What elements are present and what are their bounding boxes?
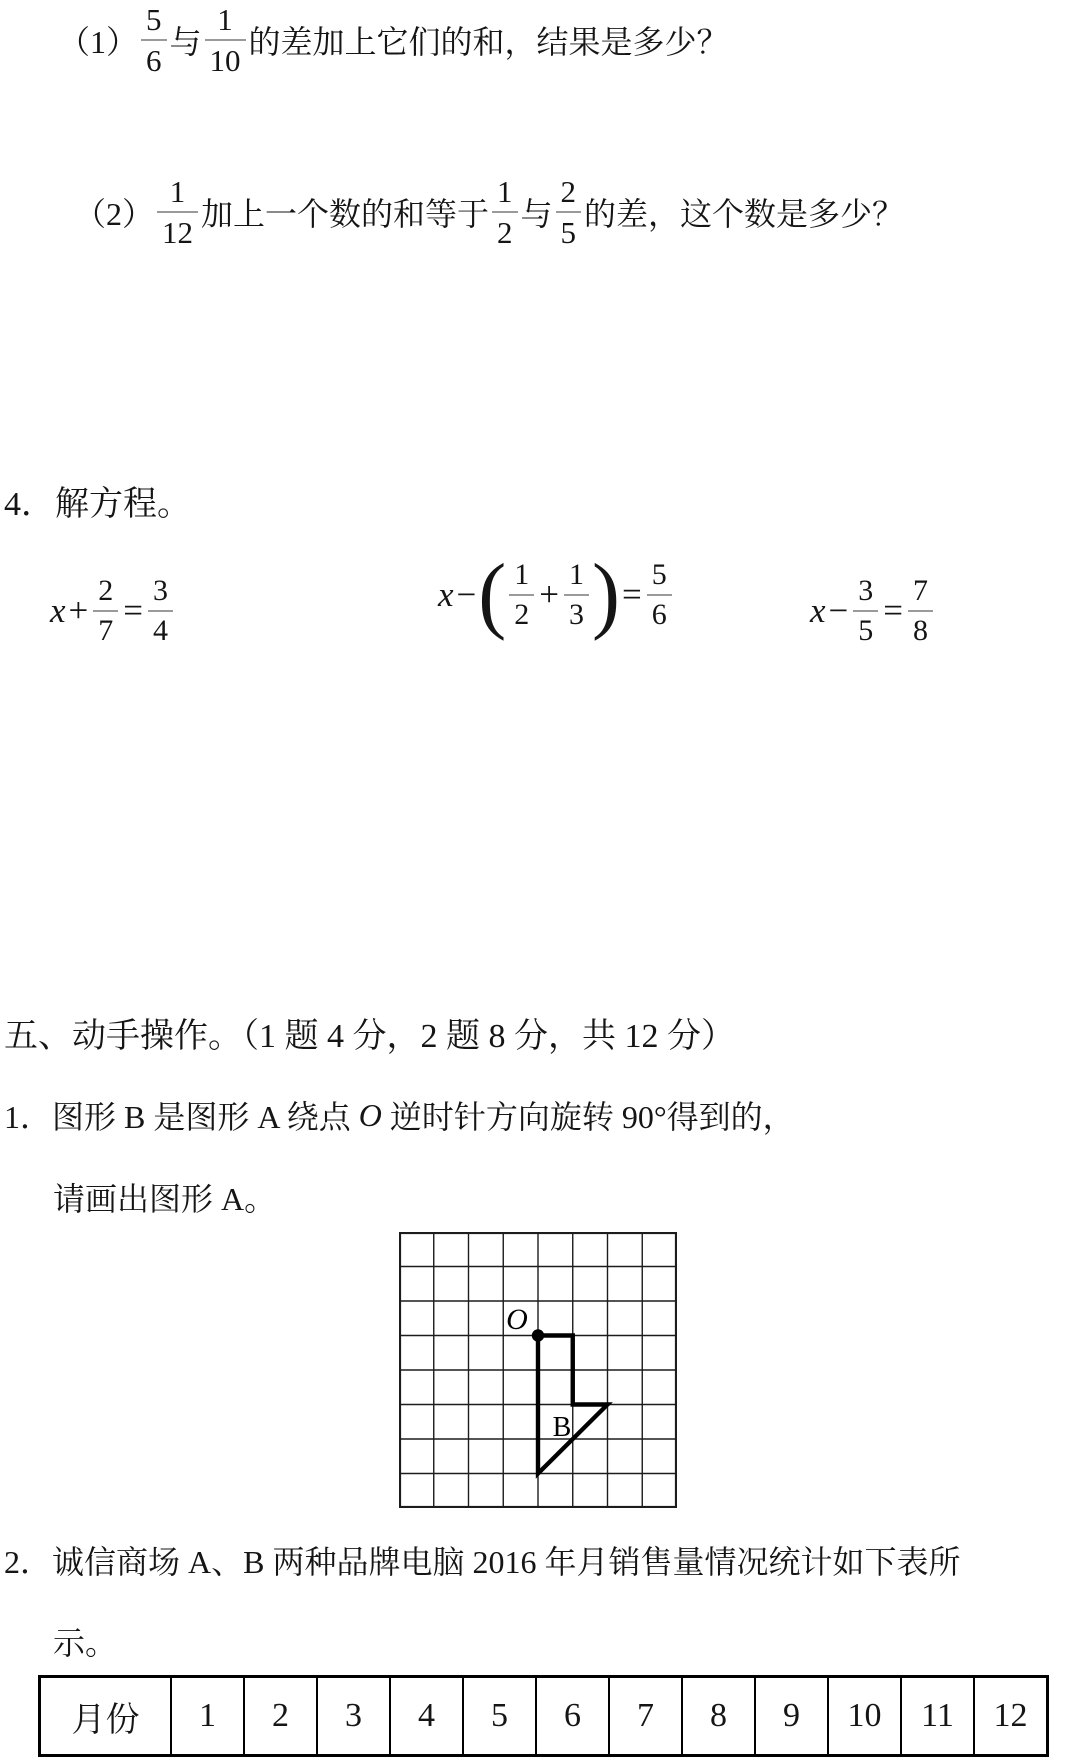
fraction-3-5 bbox=[853, 576, 878, 646]
fraction-numerator: 5 bbox=[146, 2, 162, 37]
fraction-denominator: 2 bbox=[492, 211, 518, 248]
equation-1 bbox=[50, 576, 176, 646]
fraction-denominator: 3 bbox=[564, 594, 589, 630]
fraction-numerator: 2 bbox=[560, 174, 577, 209]
fraction-5-6 bbox=[647, 560, 672, 630]
section-5-title: 五、动手操作。（1 题 4 分，2 题 8 分，共 12 分） bbox=[4, 1018, 735, 1055]
fraction-2-7 bbox=[93, 576, 118, 646]
word-problem-1 bbox=[58, 4, 729, 76]
fraction-1-10 bbox=[205, 4, 246, 76]
fraction-denominator: 2 bbox=[509, 594, 534, 630]
table-cell-month-5: 5 bbox=[463, 1677, 536, 1756]
monthly-sales-table bbox=[38, 1675, 1049, 1757]
point-o-reference: O bbox=[358, 1096, 382, 1133]
table-cell-month-10: 10 bbox=[828, 1677, 901, 1756]
table-cell-month-8: 8 bbox=[682, 1677, 755, 1756]
fraction-numerator: 5 bbox=[651, 558, 667, 591]
fraction-1-12 bbox=[157, 176, 198, 248]
table-cell-month-11: 11 bbox=[901, 1677, 974, 1756]
equals-sign: = bbox=[123, 591, 144, 630]
equation-variable: x bbox=[438, 575, 454, 614]
fraction-denominator: 10 bbox=[205, 39, 246, 76]
fraction-denominator: 8 bbox=[908, 610, 933, 646]
fraction-numerator: 1 bbox=[169, 174, 186, 209]
equals-sign: = bbox=[622, 575, 642, 614]
fraction-7-8 bbox=[908, 576, 933, 646]
table-row-months bbox=[40, 1677, 1048, 1756]
fraction-denominator: 7 bbox=[93, 610, 118, 646]
operation-item-1-line-1 bbox=[4, 1092, 795, 1138]
table-cell-month-2: 2 bbox=[244, 1677, 317, 1756]
problem-2-text-mid: 加上一个数的和等于 bbox=[201, 196, 490, 232]
plus-operator: + bbox=[68, 591, 89, 630]
fraction-numerator: 7 bbox=[913, 574, 929, 607]
fraction-1-2 bbox=[509, 560, 534, 630]
fraction-denominator: 6 bbox=[141, 39, 167, 76]
fraction-numerator: 1 bbox=[217, 2, 233, 37]
plus-operator: + bbox=[539, 575, 560, 614]
operation-item-1-line-2: 请画出图形 A。 bbox=[53, 1181, 277, 1217]
table-cell-month-label: 月份 bbox=[40, 1677, 172, 1756]
fraction-numerator: 1 bbox=[514, 558, 530, 591]
fraction-1-2 bbox=[492, 176, 518, 248]
fraction-3-4 bbox=[148, 576, 173, 646]
table-cell-month-3: 3 bbox=[317, 1677, 390, 1756]
table-cell-month-1: 1 bbox=[171, 1677, 244, 1756]
table-cell-month-7: 7 bbox=[609, 1677, 682, 1756]
fraction-2-5 bbox=[556, 176, 582, 248]
fraction-numerator: 1 bbox=[497, 174, 513, 209]
fraction-denominator: 5 bbox=[853, 610, 878, 646]
equation-3 bbox=[810, 576, 936, 646]
fraction-denominator: 4 bbox=[148, 610, 173, 646]
table-cell-month-12: 12 bbox=[974, 1677, 1048, 1756]
problem-2-text: 的差，这个数是多少？ bbox=[584, 196, 905, 232]
problem-2-label: （2） bbox=[74, 196, 155, 232]
equation-variable: x bbox=[810, 591, 826, 630]
point-o-label: O bbox=[506, 1303, 528, 1336]
fraction-numerator: 3 bbox=[153, 574, 169, 607]
problem-2-conjunction: 与 bbox=[520, 196, 553, 232]
fraction-numerator: 2 bbox=[98, 574, 114, 607]
operation-item-2-line-2: 示。 bbox=[53, 1625, 118, 1661]
equation-2: x − ( $\frac{1}{2}$ + $\frac{1}{3}$ ) = $\frac{5}{6}$ bbox=[438, 560, 675, 630]
fraction-5-6 bbox=[141, 4, 167, 76]
fraction-denominator: 12 bbox=[157, 211, 198, 248]
rotation-point-o bbox=[532, 1329, 544, 1341]
problem-1-text: 的差加上它们的和，结果是多少？ bbox=[248, 24, 729, 60]
table-cell-month-4: 4 bbox=[390, 1677, 463, 1756]
fraction-denominator: 6 bbox=[647, 594, 672, 630]
equals-sign: = bbox=[883, 591, 904, 630]
solve-equations-title: 4．解方程。 bbox=[4, 486, 191, 523]
operation-item-2-line-1: 2．诚信商场 A、B 两种品牌电脑 2016 年月销售量情况统计如下表所 bbox=[4, 1544, 961, 1580]
equation-variable: x bbox=[50, 591, 66, 630]
table-cell-month-6: 6 bbox=[536, 1677, 609, 1756]
fraction-denominator: 5 bbox=[556, 211, 582, 248]
minus-operator: − bbox=[456, 575, 477, 614]
fraction-numerator: 1 bbox=[569, 558, 585, 591]
word-problem-2 bbox=[74, 176, 904, 248]
problem-1-conjunction: 与 bbox=[169, 24, 202, 60]
table-cell-month-9: 9 bbox=[755, 1677, 828, 1756]
item-1-text-after: 逆时针方向旋转 90°得到的， bbox=[381, 1099, 795, 1135]
fraction-1-3 bbox=[564, 560, 589, 630]
fraction-numerator: 3 bbox=[858, 574, 874, 607]
minus-operator: − bbox=[828, 591, 849, 630]
shape-b-label: B bbox=[552, 1412, 572, 1443]
problem-1-label: （1） bbox=[58, 24, 139, 60]
rotation-grid-figure bbox=[399, 1232, 677, 1508]
item-1-text-before: 1．图形 B 是图形 A 绕点 bbox=[4, 1099, 359, 1135]
